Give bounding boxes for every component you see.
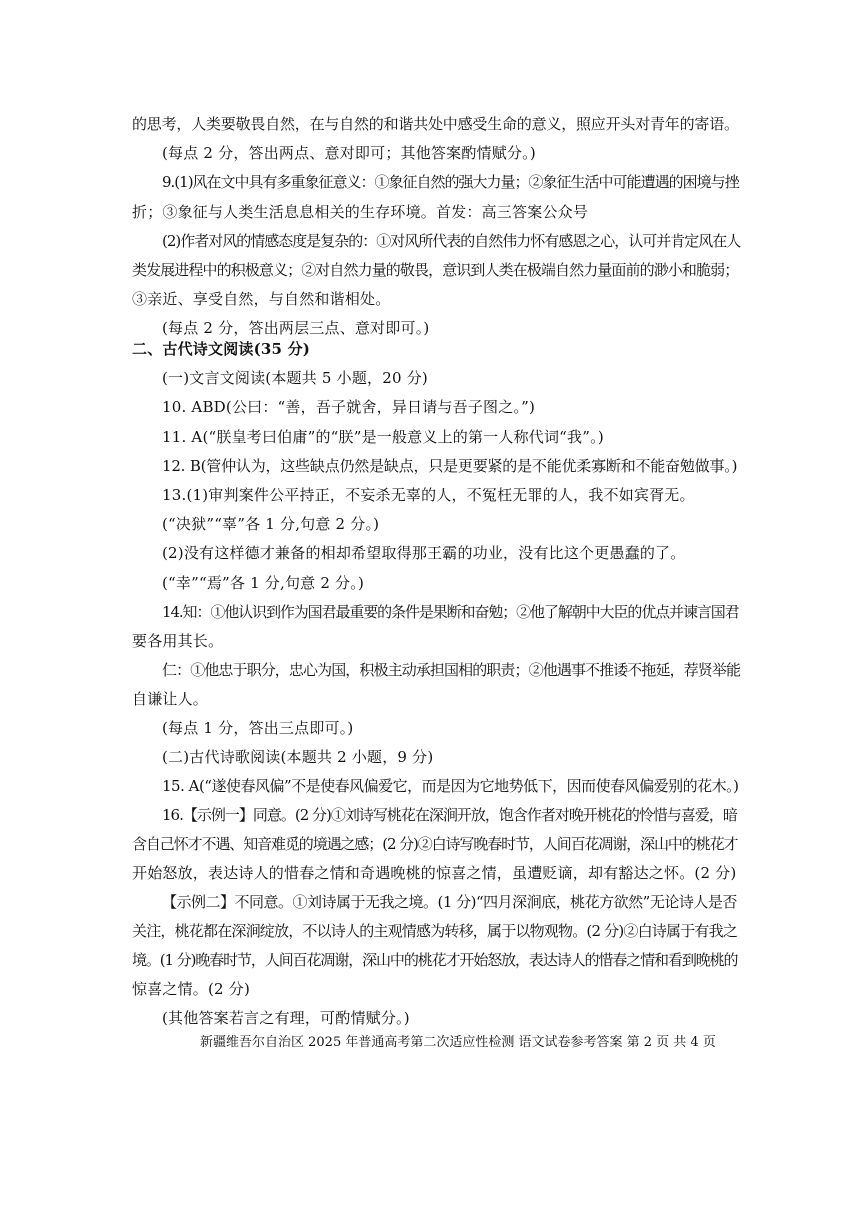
text-line: 境。(1 分)晚春时节，人间百花凋谢，深山中的桃花才开始怒放，表达诗人的惜春之情和看到晚桃的 (132, 951, 738, 969)
answer-13-1: 13.(1)审判案件公平持正，不妄杀无辜的人，不冤枉无罪的人，我不如宾胥无。 (162, 486, 695, 504)
text-line: 类发展进程中的积极意义；②对自然力量的敬畏，意识到人类在极端自然力量面前的渺小和脆弱； (132, 261, 739, 279)
answer-15: 15. A(“遂使春风偏”不是使春风偏爱它，而是因为它地势低下，因而使春风偏爱别的花木。) (162, 777, 739, 795)
scoring-note: (每点 2 分，答出两层三点、意对即可。) (162, 319, 430, 337)
text-line: 关注，桃花都在深涧绽放，不以诗人的主观情感为转移，属于以物观物。(2 分)②白诗属于有我之 (132, 922, 738, 940)
answer-14: 14.知：①他认识到作为国君最重要的条件是果断和奋勉；②他了解朝中大臣的优点并谏言国君 (162, 603, 739, 621)
page-footer: 新疆维吾尔自治区 2025 年普通高考第二次适应性检测 语文试卷参考答案 第 2 页 共 4 页 (200, 1035, 716, 1050)
answer-9-2: (2)作者对风的情感态度是复杂的：①对风所代表的自然伟力怀有感恩之心，认可并肯定风在人 (162, 232, 741, 250)
answer-9-1: 9.(1)风在文中具有多重象征意义：①象征自然的强大力量；②象征生活中可能遭遇的困境与挫 (162, 173, 739, 191)
text-line: 惊喜之情。(2 分) (132, 980, 251, 998)
subsection-heading: (二)古代诗歌阅读(本题共 2 小题，9 分) (162, 748, 434, 766)
answer-13-2: (2)没有这样德才兼备的相却希望取得那王霸的功业，没有比这个更愚蠢的了。 (162, 544, 686, 562)
scoring-note: (“幸”“焉”各 1 分,句意 2 分。) (162, 574, 365, 592)
scoring-note: (其他答案若言之有理，可酌情赋分。) (162, 1009, 410, 1027)
text-line: 的思考，人类要敬畏自然，在与自然的和谐共处中感受生命的意义，照应开头对青年的寄语。 (132, 115, 739, 133)
answer-14-ren: 仁：①他忠于职分，忠心为国，积极主动承担国相的职责；②他遇事不推诿不拖延，荐贤举能 (162, 661, 741, 679)
text-line: 开始怒放，表达诗人的惜春之情和奇遇晚桃的惊喜之情，虽遭贬谪，却有豁达之怀。(2 分) (132, 864, 737, 882)
answer-12: 12. B(管仲认为，这些缺点仍然是缺点，只是更要紧的是不能优柔寡断和不能奋勉做事。) (162, 457, 738, 475)
answer-11: 11. A(“朕皇考曰伯庸”的“朕”是一般意义上的第一人称代词“我”。) (162, 428, 604, 446)
answer-16-example-1: 16.【示例一】同意。(2 分)①刘诗写桃花在深涧开放，饱含作者对晚开桃花的怜惜与喜爱，暗 (162, 806, 737, 824)
text-line: 要各用其长。 (132, 632, 224, 650)
text-line: 自谦让人。 (132, 690, 209, 708)
scoring-note: (每点 2 分，答出两点、意对即可；其他答案酌情赋分。) (162, 144, 536, 162)
section-heading: 二、古代诗文阅读(35 分) (132, 340, 311, 358)
text-line: 折；③象征与人类生活息息相关的生存环境。首发：高三答案公众号 (132, 203, 589, 221)
answer-10: 10. ABD(公曰：“善，吾子就舍，异日请与吾子图之。”) (162, 398, 536, 416)
answer-16-example-2: 【示例二】不同意。①刘诗属于无我之境。(1 分)“四月深涧底，桃花方欲然”无论诗人是否 (162, 893, 737, 911)
scoring-note: (每点 1 分，答出三点即可。) (162, 719, 354, 737)
subsection-heading: (一)文言文阅读(本题共 5 小题，20 分) (162, 369, 428, 387)
scoring-note: (“决狱”“辜”各 1 分,句意 2 分。) (162, 515, 380, 533)
text-line: ③亲近、享受自然，与自然和谐相处。 (132, 290, 391, 308)
text-line: 含自己怀才不遇、知音难觅的境遇之感；(2 分)②白诗写晚春时节，人间百花凋谢，深山中的桃花才 (132, 835, 738, 853)
